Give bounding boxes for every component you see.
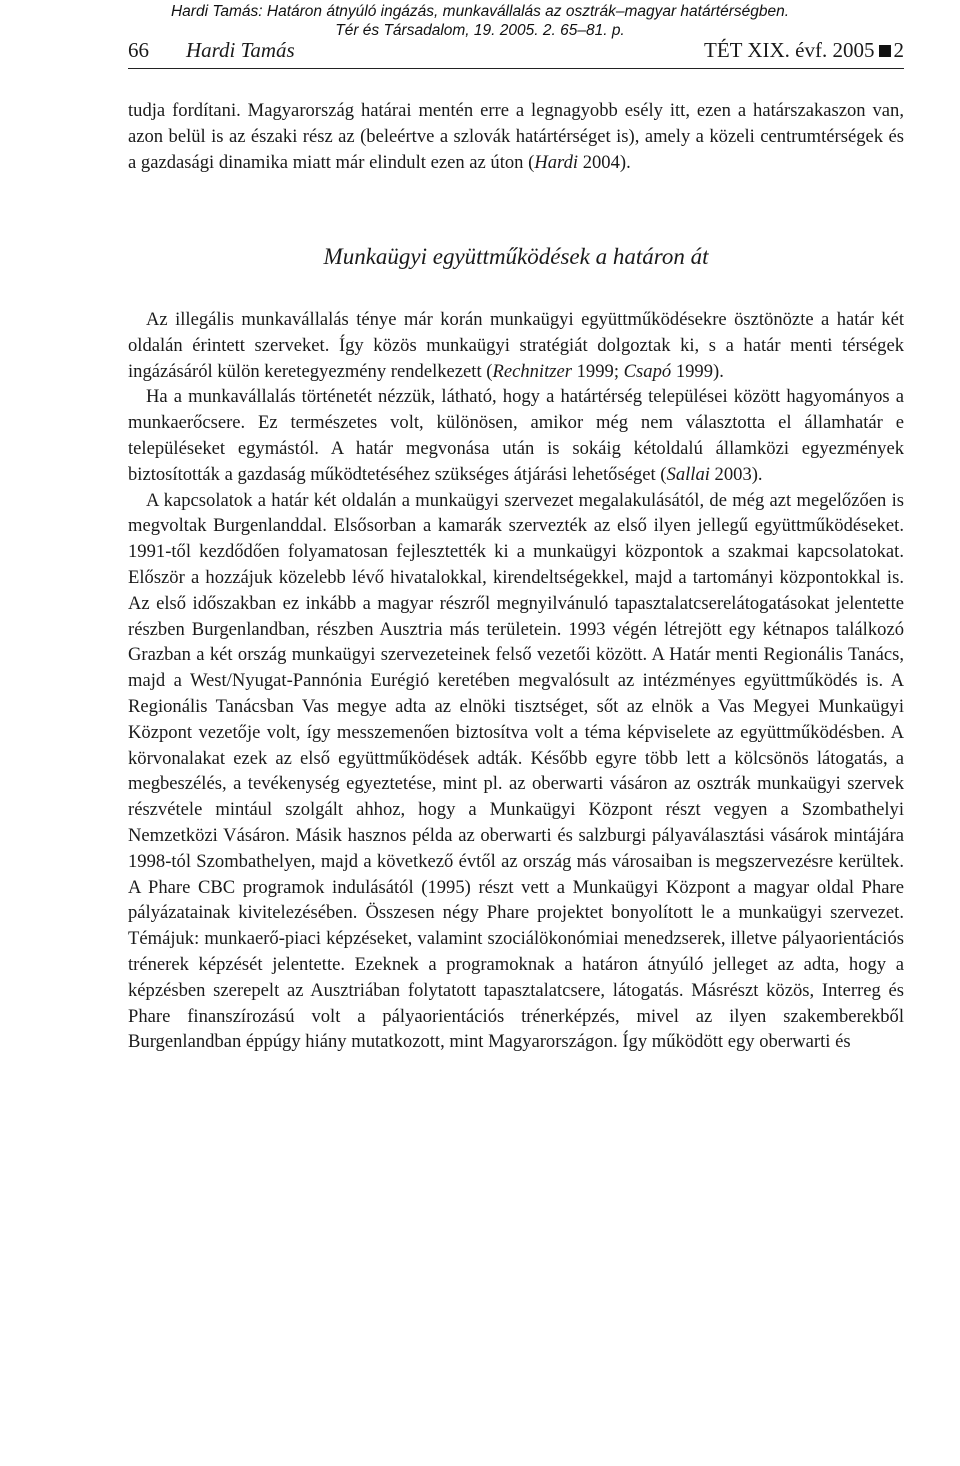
citation-author: Csapó	[623, 360, 672, 382]
paragraph-1	[128, 307, 904, 384]
citation-year: 1999;	[571, 360, 624, 382]
paragraph-2-text: Ha a munkavállalás történetét nézzük, látható, hogy a határtérség települései között hagyományos a munkaerőcsere. Ez természetes volt, különösen, amikor még nem választotta el államhatár e településeket egymástól. A határ megvonása után is sokáig kétoldalú államközi egyezmények biztosították a gazdaság működtetéséhez szükséges átjárási lehetőséget (	[128, 386, 904, 485]
citation-author: Rechnitzer	[492, 360, 572, 382]
journal-issue: 2	[893, 38, 904, 62]
citation-year: 1999).	[671, 360, 724, 382]
paragraph-3: A kapcsolatok a határ két oldalán a munkaügyi szervezet megalakulásától, de még azt megelőzően is megvoltak Burgenlanddal. Elsősorban a kamarák szervezték az első ilyen jellegű együttműködéseket. 1991-től kezdődően folyamatosan fejlesztették ki a munkaügyi központok a szakmai kapcsolatokat. Először a hozzájuk közelebb lévő hivatalokkal, kirendeltségekkel, majd a tartományi központokkal is. Az első időszakban ez inkább a magyar részről megnyilvánuló tapasztalatcserelátogatásokat jelentette részben Burgenlandban, részben Ausztria más területein. 1993 végén létrejött egy kétnapos találkozó Grazban a két ország munkaügyi szervezeteinek felső vezetői között. A Határ menti Regionális Tanács, majd a West/Nyugat-Pannónia Eurégió keretében megvalósult az intézményes együttműködés is. A Regionális Tanácsban Vas megye adta az elnöki tisztséget, sőt az elnök a Vas Megyei Munkaügyi Központ vezetője volt, így messzemenően biztosítva volt a téma képviselete az együttműködésben. A körvonalakat ezek az első együttműködések adták. Később egyre több lett a kölcsönös látogatás, a megbeszélés, a tevékenység egyeztetése, mint pl. az oberwarti vásáron az osztrák munkaügyi szervek részvétele mintául szolgált ahhoz, hogy a Munkaügyi Központ részt vegyen a Szombathelyi Nemzetközi Vásáron. Másik hasznos példa az oberwarti és salzburgi pályaválasztási vásárok mintájára 1998-tól Szombathelyen, majd a következő évtől az ország más városaiban is megszervezésre kerültek. A Phare CBC programok indulásától (1995) részt vett a Munkaügyi Központ a magyar oldal Phare pályázatainak kivitelezésében. Összesen négy Phare projektet bonyolított le a munkaügyi szervezet. Témájuk: munkaerő-piaci képzéseket, valamint szociálökonómiai menedzserek, illetve pályaorientációs trénerek képzését jelentette. Ezeknek a programoknak a határon átnyúló jelleget az adta, hogy a képzésben szerepelt az Ausztriában folytatott tapasztalatcsere, látogatás. Másrészt közös, Interreg és Phare finanszírozású volt a pályaorientációs trénerképzés, mivel az ilyen szakemberekből Burgenlandban éppúgy hiány mutatkozott, mint Magyarországon. Így működött egy oberwarti és	[128, 489, 904, 1053]
intro-paragraph	[128, 98, 904, 175]
citation-year: 2004).	[578, 151, 631, 173]
citation-author: Hardi	[534, 151, 579, 173]
page-number: 66	[128, 38, 149, 62]
running-head	[128, 38, 904, 69]
journal-volume: TÉT XIX. évf. 2005	[704, 38, 875, 62]
citation-year: 2003).	[709, 463, 763, 485]
citation-header	[0, 2, 960, 40]
citation-author: Sallai	[666, 463, 710, 485]
running-head-journal	[704, 38, 904, 63]
intro-text: tudja fordítani. Magyarország határai mentén erre a legnagyobb esély itt, ezen a határszakaszon van, azon belül is az északi rész az (beleértve a szlovák határtérséget is), amely a közeli centrumtérségek és a gazdasági dinamika miatt már elindult ezen az úton (	[128, 100, 904, 173]
citation-line-2: Tér és Társadalom, 19. 2005. 2. 65–81. p.	[335, 22, 625, 39]
paragraph-1-text: Az illegális munkavállalás ténye már korán munkaügyi együttműködésekre ösztönözte a határ két oldalán érintett szerveket. Így közös munkaügyi stratégiát dolgoztak ki, s a határ menti térségek ingázásáról külön keretegyezmény rendelkezett (	[128, 309, 904, 382]
paragraph-2	[128, 384, 904, 487]
section-heading: Munkaügyi együttműködések a határon át	[323, 244, 709, 269]
body-text	[128, 307, 904, 1055]
citation-line-1: Hardi Tamás: Határon átnyúló ingázás, munkavállalás az osztrák–magyar határtérségben.	[170, 3, 790, 20]
running-head-author: Hardi Tamás	[186, 38, 295, 62]
square-bullet-icon	[879, 45, 891, 57]
